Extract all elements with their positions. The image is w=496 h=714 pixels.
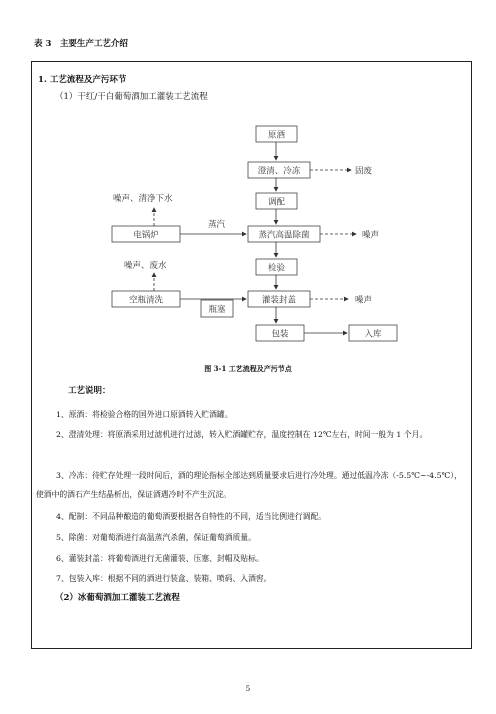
table-title: 表 3 主要生产工艺介绍 — [34, 39, 128, 49]
label-steam: 蒸汽 — [208, 220, 226, 230]
subsection-title: （1）干红/干白葡萄酒加工灌装工艺流程 — [55, 92, 208, 102]
paragraph-clarify: 2、澄清处理：将原酒采用过滤机进行过滤，转入贮酒罐贮存，温度控制在 12℃左右，时间一般为 1 个月。 — [56, 430, 428, 439]
page-number: 5 — [245, 685, 251, 693]
label-solid-waste: 固废 — [355, 166, 373, 177]
paragraph-fill-seal: 6、灌装封盖：将葡萄酒进行无菌灌装、压塞、封帽及贴标。 — [56, 554, 264, 563]
paragraph-freeze: 3、冷冻：待贮存处理一段时间后，酒的理论指标全部达到质量要求后进行冷处理。通过低温冷冻（-5.5℃~-4.5℃），使酒中的酒石产生结晶析出，保证酒遇冷时不产生沉淀。 — [36, 471, 462, 499]
label-sterilize: 蒸汽高温除菌 — [258, 230, 310, 241]
label-noise-1: 噪声 — [362, 230, 380, 241]
label-bottle-wash: 空瓶清洗 — [128, 295, 164, 306]
subsection-title-ice-wine: （2）冰葡萄酒加工灌装工艺流程 — [55, 593, 180, 603]
label-pack: 包装 — [271, 329, 289, 340]
figure-caption: 图 3-1 工艺流程及产污节点 — [204, 364, 292, 373]
paragraph-raw-wine: 1、原酒：将检验合格的国外进口原酒转入贮酒罐。 — [56, 410, 233, 419]
label-clarify: 澄清、冷冻 — [257, 166, 301, 177]
explanation-title: 工艺说明： — [68, 386, 111, 396]
label-noise-2: 噪声 — [355, 295, 373, 306]
section-title: 1. 工艺流程及产污环节 — [38, 75, 127, 85]
label-cork: 瓶塞 — [208, 305, 226, 315]
paragraph-pack-store: 7、包装入库：根据不同的酒进行装盒、装箱、喷码、入酒窖。 — [56, 574, 272, 583]
label-boiler-output: 噪声、清净下水 — [113, 194, 173, 204]
label-storage: 入库 — [364, 329, 382, 340]
label-bottle-wash-output: 噪声、废水 — [124, 261, 167, 271]
paragraph-sterilize: 5、除菌：对葡萄酒进行高温蒸汽杀菌，保证葡萄酒质量。 — [56, 533, 256, 542]
paragraph-blend: 4、配制：不同品种酿造的葡萄酒要根据各自特性的不同，适当比例进行调配。 — [56, 512, 327, 521]
label-raw-wine: 原酒 — [267, 130, 286, 141]
label-blend: 调配 — [267, 197, 286, 208]
label-boiler: 电锅炉 — [133, 230, 159, 241]
label-inspect: 检验 — [267, 263, 286, 274]
label-fill-seal: 灌装封盖 — [261, 295, 297, 306]
